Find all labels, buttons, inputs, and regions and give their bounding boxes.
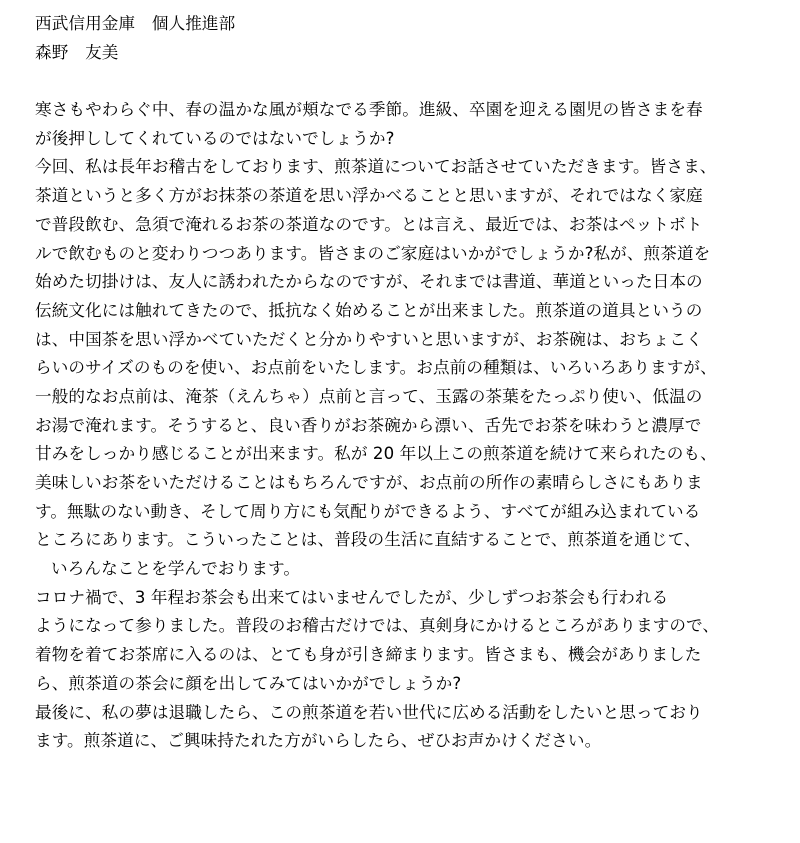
document-page: [35, 10, 780, 756]
body-line: 一般的なお点前は、淹茶（えんちゃ）点前と言って、玉露の茶葉をたっぷり使い、低温の: [35, 386, 703, 406]
body-line: 寒さもやわらぐ中、春の温かな風が頬なでる季節。進級、卒園を迎える園児の皆さまを春: [35, 100, 703, 120]
body-line: コロナ禍で、3 年程お茶会も出来てはいませんでしたが、少しずつお茶会も行われる: [35, 587, 669, 607]
body-line: 伝統文化には触れてきたので、抵抗なく始めることが出来ました。煎茶道の道具というの: [35, 300, 703, 320]
body-line: す。無駄のない動き、そして周り方にも気配りができるよう、すべてが組み込まれている: [35, 501, 701, 521]
body-line: ます。煎茶道に、ご興味持たれた方がいらしたら、ぜひお声かけください。: [35, 731, 602, 751]
body-line: が後押ししてくれているのではないでしょうか?: [35, 128, 395, 148]
body-line: 最後に、私の夢は退職したら、この煎茶道を若い世代に広める活動をしたいと思っており: [35, 702, 703, 722]
body-line: お湯で淹れます。そうすると、良い香りがお茶碗から漂い、舌先でお茶を味わうと濃厚で: [35, 415, 702, 435]
body-line: 甘みをしっかり感じることが出来ます。私が 20 年以上この煎茶道を続けて来られたのも、: [35, 444, 717, 464]
body-line: 今回、私は長年お稽古をしております、煎茶道についてお話させていただきます。皆さま、: [35, 157, 717, 177]
body-line: いろんなことを学んでおります。: [51, 559, 301, 579]
author-line: 森野 友美: [35, 42, 119, 62]
organization-line: 西武信用金庫 個人推進部: [35, 14, 236, 33]
body-line: らいのサイズのものを使い、お点前をいたします。お点前の種類は、いろいろありますが、: [35, 358, 717, 378]
body-line: ら、煎茶道の茶会に顔を出してみてはいかがでしょうか?: [35, 673, 462, 693]
body-line: 美味しいお茶をいただけることはもちろんですが、お点前の所作の素晴らしさにもありま: [35, 473, 703, 492]
blank-line: [35, 67, 780, 96]
body-line: で普段飲む、急須で淹れるお茶の茶道なのです。とは言え、最近では、お茶はペットボト: [35, 214, 703, 234]
body-line: 始めた切掛けは、友人に誘われたからなのですが、それまでは書道、華道といった日本の: [35, 272, 703, 292]
body-line: ところにあります。こういったことは、普段の生活に直結することで、煎茶道を通じて、: [35, 530, 701, 550]
body-line: は、中国茶を思い浮かべていただくと分かりやすいと思いますが、お茶碗は、おちょこく: [35, 329, 703, 349]
body-line: ようになって参りました。普段のお稽古だけでは、真剣身にかけるところがありますので、: [35, 616, 720, 636]
body-line: 茶道というと多く方がお抹茶の茶道を思い浮かべることと思いますが、それではなく家庭: [35, 186, 703, 206]
body-line: ルで飲むものと変わりつつあります。皆さまのご家庭はいかがでしょうか?私が、煎茶道を: [35, 243, 711, 263]
body-line: 着物を着てお茶席に入るのは、とても身が引き締まります。皆さまも、機会がありました: [35, 645, 702, 665]
